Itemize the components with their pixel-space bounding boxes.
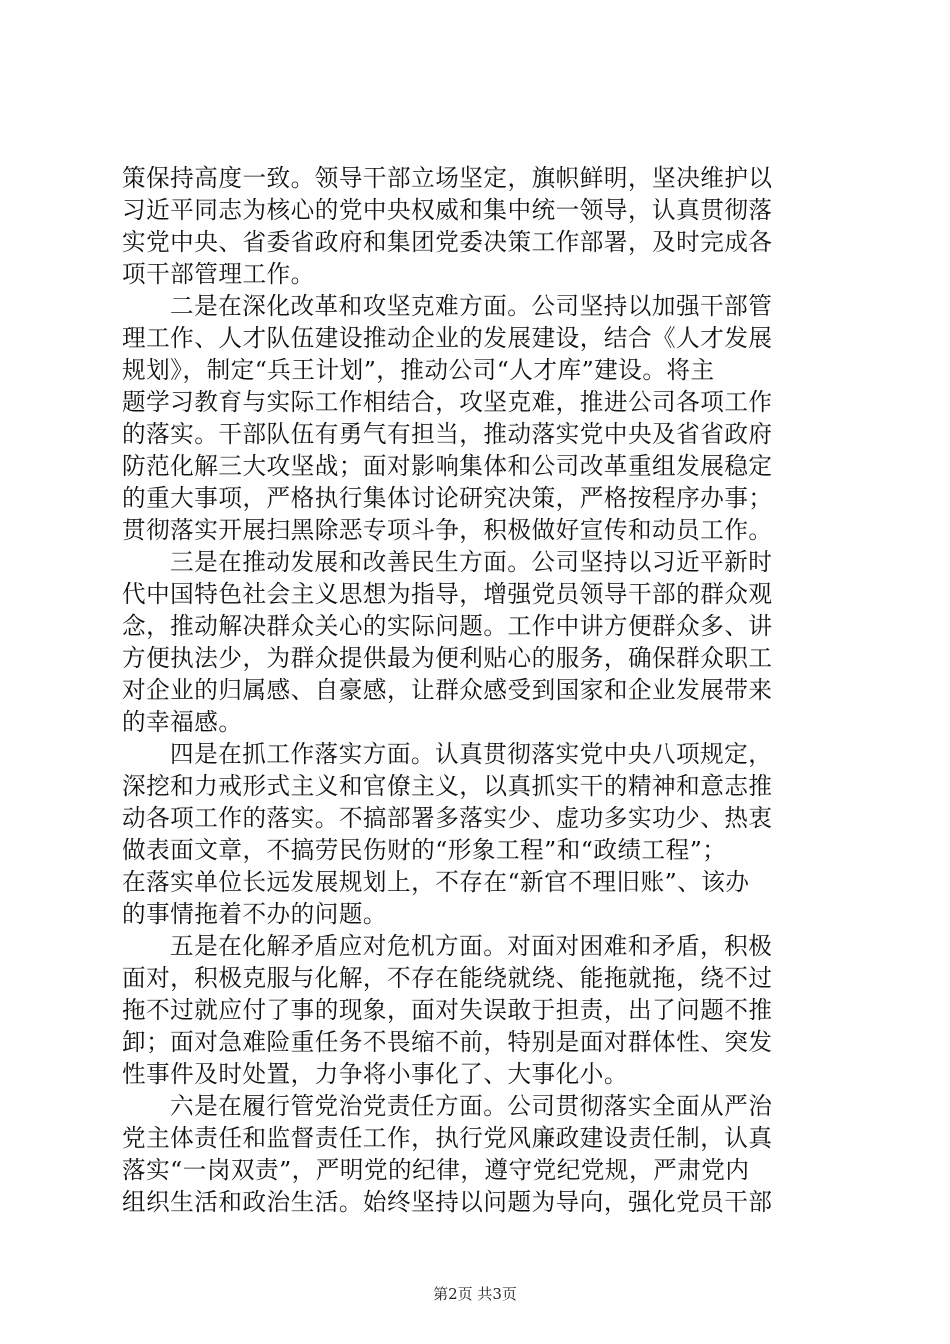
text-line: 的事情拖着不办的问题。	[122, 900, 388, 928]
text-line: 党主体责任和监督责任工作，执行党风廉政建设责任制，认真	[122, 1124, 773, 1152]
text-line: 卸；面对急难险重任务不畏缩不前，特别是面对群体性、突发	[122, 1028, 773, 1056]
text-line: 实党中央、省委省政府和集团党委决策工作部署，及时完成各	[122, 228, 773, 256]
text-line: 的落实。干部队伍有勇气有担当，推动落实党中央及省省政府	[122, 420, 773, 448]
text-line: 项干部管理工作。	[122, 260, 315, 288]
text-line: 理工作、人才队伍建设推动企业的发展建设，结合《人才发展	[122, 324, 773, 352]
text-line: 五是在化解矛盾应对危机方面。对面对困难和矛盾，积极	[170, 932, 773, 960]
text-line: 做表面文章，不搞劳民伤财的“形象工程”和“政绩工程”；	[122, 836, 727, 864]
text-line: 动各项工作的落实。不搞部署多落实少、虚功多实功少、热衷	[122, 804, 773, 832]
text-line: 策保持高度一致。领导干部立场坚定，旗帜鲜明，坚决维护以	[122, 164, 773, 192]
text-line: 防范化解三大攻坚战；面对影响集体和公司改革重组发展稳定	[122, 452, 773, 480]
text-line: 对企业的归属感、自豪感，让群众感受到国家和企业发展带来	[122, 676, 773, 704]
text-line: 深挖和力戒形式主义和官僚主义，以真抓实干的精神和意志推	[122, 772, 773, 800]
text-line: 习近平同志为核心的党中央权威和集中统一领导，认真贯彻落	[122, 196, 773, 224]
text-line: 二是在深化改革和攻坚克难方面。公司坚持以加强干部管	[170, 292, 773, 320]
page-footer: 第2页 共3页	[433, 1285, 517, 1303]
text-line: 六是在履行管党治党责任方面。公司贯彻落实全面从严治	[170, 1092, 773, 1120]
document-body	[122, 162, 834, 1218]
text-line: 三是在推动发展和改善民生方面。公司坚持以习近平新时	[170, 548, 773, 576]
text-line: 的重大事项，严格执行集体讨论研究决策，严格按程序办事；	[122, 484, 773, 512]
text-line: 在落实单位长远发展规划上，不存在“新官不理旧账”、该办	[122, 868, 750, 896]
text-line: 四是在抓工作落实方面。认真贯彻落实党中央八项规定，	[170, 740, 773, 768]
text-line: 贯彻落实开展扫黑除恶专项斗争，积极做好宣传和动员工作。	[122, 516, 773, 544]
text-line: 方便执法少，为群众提供最为便利贴心的服务，确保群众职工	[122, 644, 773, 672]
text-line: 落实“一岗双责”，严明党的纪律，遵守党纪党规，严肃党内	[122, 1156, 750, 1184]
text-line: 的幸福感。	[122, 708, 243, 736]
text-line: 规划》，制定“兵王计划”，推动公司“人才库”建设。将主	[122, 356, 715, 384]
text-line: 面对，积极克服与化解，不存在能绕就绕、能拖就拖，绕不过	[122, 964, 773, 992]
text-line: 念，推动解决群众关心的实际问题。工作中讲方便群众多、讲	[122, 612, 773, 640]
text-line: 拖不过就应付了事的现象，面对失误敢于担责，出了问题不推	[122, 996, 773, 1024]
text-line: 性事件及时处置，力争将小事化了、大事化小。	[122, 1060, 628, 1088]
text-line: 题学习教育与实际工作相结合，攻坚克难，推进公司各项工作	[122, 388, 773, 416]
text-line: 组织生活和政治生活。始终坚持以问题为导向，强化党员干部	[122, 1188, 773, 1216]
text-line: 代中国特色社会主义思想为指导，增强党员领导干部的群众观	[122, 580, 773, 608]
